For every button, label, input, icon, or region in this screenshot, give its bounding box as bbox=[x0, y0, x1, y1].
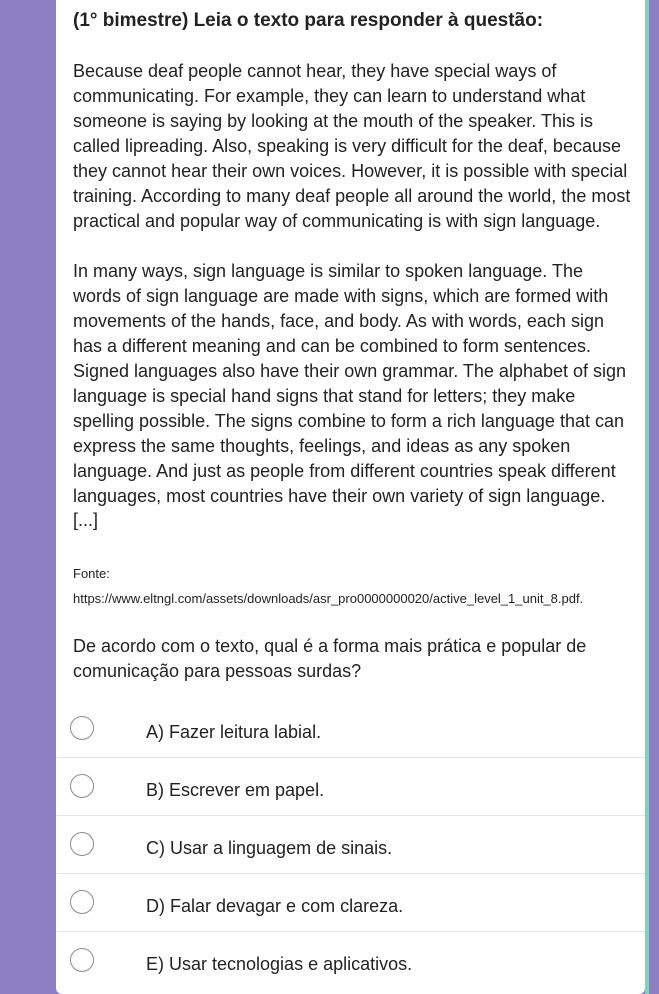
passage-paragraph-1: Because deaf people cannot hear, they have special ways of communicating. For example, they can learn to understand what someone is saying by looking at the mouth of the speaker. This is called lipreading. Also, speaking is very difficult for the deaf, because they cannot hear their own voices. However, it is possible with special training. According to many deaf people all around the world, the most practical and popular way of communicating is with sign language. bbox=[73, 61, 631, 231]
option-c[interactable] bbox=[56, 816, 645, 874]
option-label: E) Usar tecnologias e aplicativos. bbox=[146, 954, 413, 974]
radio-circle-icon[interactable] bbox=[70, 716, 94, 740]
page-right-strip bbox=[649, 0, 659, 994]
option-b[interactable] bbox=[56, 758, 645, 816]
option-label: A) Fazer leitura labial. bbox=[146, 722, 322, 742]
radio-circle-icon[interactable] bbox=[70, 832, 94, 856]
option-label: B) Escrever em papel. bbox=[146, 780, 325, 800]
option-e[interactable] bbox=[56, 932, 645, 990]
passage-ellipsis: [...] bbox=[73, 510, 99, 530]
option-label: D) Falar devagar e com clareza. bbox=[146, 896, 404, 916]
option-d[interactable] bbox=[56, 874, 645, 932]
question-text: De acordo com o texto, qual é a forma mais prática e popular de comunicação para pessoas surdas? bbox=[73, 636, 587, 681]
radio-circle-icon[interactable] bbox=[70, 890, 94, 914]
radio-circle-icon[interactable] bbox=[70, 774, 94, 798]
question-header: (1° bimestre) Leia o texto para responder à questão: bbox=[73, 10, 544, 31]
radio-circle-icon[interactable] bbox=[70, 948, 94, 972]
source-label: Fonte: bbox=[73, 566, 110, 581]
option-label: C) Usar a linguagem de sinais. bbox=[146, 838, 393, 858]
passage-paragraph-2: In many ways, sign language is similar to spoken language. The words of sign language are made with signs, which are formed with movements of the hands, face, and body. As with words, each sign has a different meaning and can be combined to form sentences. Signed languages also have their own grammar. The alphabet of sign language is special hand signs that stand for letters; they make spelling possible. The signs combine to form a rich language that can express the same thoughts, feelings, and ideas as any spoken language. And just as people from different countries speak different languages, most countries have their own variety of sign language. bbox=[73, 261, 627, 506]
source-url: https://www.eltngl.com/assets/downloads/asr_pro0000000020/active_level_1_unit_8.pdf. bbox=[73, 591, 584, 606]
question-card bbox=[56, 0, 645, 994]
option-a[interactable] bbox=[56, 700, 645, 758]
answer-options bbox=[56, 700, 645, 990]
